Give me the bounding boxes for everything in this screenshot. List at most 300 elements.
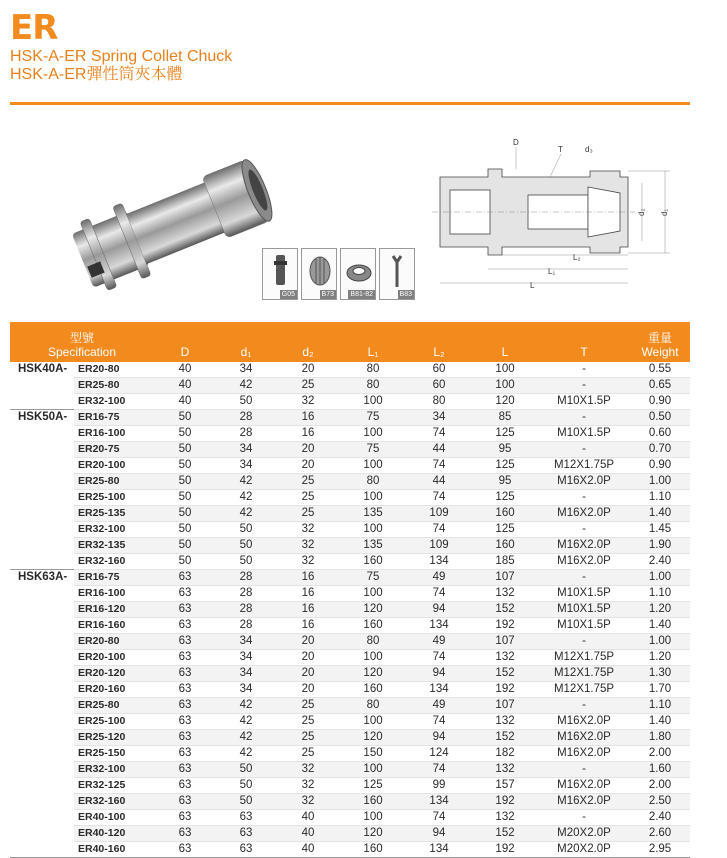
cell-w: 1.40 [630, 714, 690, 730]
row-group [10, 730, 74, 746]
row-group [10, 586, 74, 602]
cell-l1: 150 [340, 746, 406, 762]
cell-l1: 135 [340, 538, 406, 554]
cell-l2: 74 [406, 586, 472, 602]
cell-l1: 100 [340, 458, 406, 474]
cell-w: 1.10 [630, 586, 690, 602]
cell-l1: 75 [340, 410, 406, 426]
cell-l: 192 [472, 682, 538, 698]
cell-w: 1.80 [630, 730, 690, 746]
cell-l1: 120 [340, 826, 406, 842]
row-group [10, 602, 74, 618]
cell-l1: 160 [340, 682, 406, 698]
cell-d: 50 [154, 554, 216, 570]
cell-l2: 134 [406, 682, 472, 698]
row-model: ER16-100 [74, 586, 154, 602]
cell-t: - [538, 362, 630, 378]
cell-t: M16X2.0P [538, 538, 630, 554]
row-model: ER20-120 [74, 666, 154, 682]
cell-d1: 28 [216, 426, 276, 442]
cell-d2: 40 [276, 826, 340, 842]
cell-w: 1.00 [630, 570, 690, 586]
cell-d1: 28 [216, 570, 276, 586]
row-model: ER20-100 [74, 650, 154, 666]
cell-d2: 32 [276, 522, 340, 538]
cell-l1: 100 [340, 810, 406, 826]
cell-w: 1.60 [630, 762, 690, 778]
cell-d2: 40 [276, 842, 340, 858]
cell-l1: 100 [340, 394, 406, 410]
row-group [10, 826, 74, 842]
cell-l2: 109 [406, 538, 472, 554]
row-group [10, 618, 74, 634]
table-row [10, 410, 690, 426]
row-group [10, 666, 74, 682]
cell-d: 63 [154, 586, 216, 602]
row-group [10, 426, 74, 442]
cell-l: 157 [472, 778, 538, 794]
cell-l: 100 [472, 362, 538, 378]
cell-l2: 49 [406, 634, 472, 650]
cell-l: 152 [472, 826, 538, 842]
cell-d1: 34 [216, 666, 276, 682]
cell-d2: 32 [276, 538, 340, 554]
cell-d: 63 [154, 810, 216, 826]
cell-d: 50 [154, 410, 216, 426]
cell-d2: 16 [276, 586, 340, 602]
cell-t: M16X2.0P [538, 778, 630, 794]
table-row [10, 698, 690, 714]
table-row [10, 618, 690, 634]
cell-d2: 20 [276, 650, 340, 666]
row-group [10, 746, 74, 762]
cell-l2: 44 [406, 442, 472, 458]
row-group [10, 778, 74, 794]
header-L2: L₂ [406, 322, 472, 362]
cell-t: M10X1.5P [538, 394, 630, 410]
cell-d2: 25 [276, 506, 340, 522]
cell-d2: 40 [276, 810, 340, 826]
cell-l2: 74 [406, 810, 472, 826]
cell-t: - [538, 522, 630, 538]
cell-d: 63 [154, 650, 216, 666]
cell-d1: 42 [216, 730, 276, 746]
cell-d2: 25 [276, 746, 340, 762]
collet-icon [306, 253, 332, 291]
cell-l2: 99 [406, 778, 472, 794]
cell-w: 1.10 [630, 490, 690, 506]
row-group [10, 458, 74, 474]
cell-w: 2.40 [630, 810, 690, 826]
cell-d: 50 [154, 474, 216, 490]
cell-d: 63 [154, 762, 216, 778]
cell-l: 185 [472, 554, 538, 570]
cell-d2: 25 [276, 474, 340, 490]
specification-table [10, 322, 690, 858]
row-group: HSK50A- [10, 410, 74, 426]
cell-d: 50 [154, 442, 216, 458]
row-group [10, 554, 74, 570]
cell-d1: 42 [216, 490, 276, 506]
cell-w: 2.60 [630, 826, 690, 842]
table-row [10, 554, 690, 570]
cell-l1: 80 [340, 362, 406, 378]
cell-l2: 74 [406, 522, 472, 538]
cell-w: 2.00 [630, 778, 690, 794]
cell-l: 152 [472, 730, 538, 746]
cell-w: 1.10 [630, 698, 690, 714]
header-D: D [154, 322, 216, 362]
cell-d2: 20 [276, 666, 340, 682]
svg-text:D: D [513, 138, 519, 147]
cell-d1: 42 [216, 506, 276, 522]
cell-d2: 16 [276, 602, 340, 618]
row-group [10, 842, 74, 858]
cell-d2: 32 [276, 794, 340, 810]
cell-l2: 80 [406, 394, 472, 410]
cell-l2: 94 [406, 730, 472, 746]
cell-d1: 42 [216, 746, 276, 762]
cell-l1: 120 [340, 666, 406, 682]
cell-t: - [538, 810, 630, 826]
cell-d2: 16 [276, 426, 340, 442]
accessory-g05: G05 [262, 248, 298, 300]
cell-l1: 80 [340, 698, 406, 714]
cell-d1: 63 [216, 842, 276, 858]
cell-t: M12X1.75P [538, 650, 630, 666]
row-model: ER20-160 [74, 682, 154, 698]
row-group [10, 634, 74, 650]
table-row [10, 810, 690, 826]
row-model: ER20-75 [74, 442, 154, 458]
cell-t: - [538, 762, 630, 778]
cell-d2: 25 [276, 490, 340, 506]
cell-l: 107 [472, 634, 538, 650]
table-row [10, 794, 690, 810]
cell-d: 50 [154, 458, 216, 474]
cell-w: 1.20 [630, 650, 690, 666]
cell-d1: 50 [216, 554, 276, 570]
cell-d2: 20 [276, 634, 340, 650]
cell-w: 1.20 [630, 602, 690, 618]
row-group: HSK40A- [18, 363, 68, 376]
cell-w: 1.00 [630, 634, 690, 650]
cell-l: 100 [472, 378, 538, 394]
cell-l2: 60 [406, 378, 472, 394]
cell-l1: 75 [340, 570, 406, 586]
cell-d: 63 [154, 714, 216, 730]
header-specification: 型號 Specification [10, 322, 154, 362]
cell-l: 107 [472, 570, 538, 586]
collet-chuck-photo [55, 148, 285, 288]
cell-t: M16X2.0P [538, 474, 630, 490]
cell-d: 50 [154, 426, 216, 442]
cell-t: M20X2.0P [538, 826, 630, 842]
cell-t: M16X2.0P [538, 714, 630, 730]
header-divider [10, 102, 690, 105]
cell-d1: 42 [216, 714, 276, 730]
cell-w: 2.50 [630, 794, 690, 810]
cell-t: - [538, 634, 630, 650]
cell-d2: 25 [276, 714, 340, 730]
cell-l2: 74 [406, 426, 472, 442]
cell-l1: 100 [340, 522, 406, 538]
cell-l: 125 [472, 426, 538, 442]
cell-d: 63 [154, 618, 216, 634]
cell-l: 95 [472, 474, 538, 490]
row-model: ER16-75 [74, 410, 154, 426]
svg-text:T: T [558, 145, 563, 154]
row-group [10, 810, 74, 826]
cell-l1: 100 [340, 714, 406, 730]
table-row [10, 826, 690, 842]
cell-d1: 42 [216, 474, 276, 490]
cell-d1: 34 [216, 634, 276, 650]
cell-w: 2.95 [630, 842, 690, 858]
cell-d2: 32 [276, 554, 340, 570]
cell-l1: 160 [340, 554, 406, 570]
row-model: ER25-80 [74, 378, 154, 394]
cell-l2: 134 [406, 842, 472, 858]
cell-t: M12X1.75P [538, 682, 630, 698]
cell-d: 63 [154, 666, 216, 682]
svg-text:L₂: L₂ [573, 253, 581, 262]
row-model: ER25-80 [74, 474, 154, 490]
cell-d1: 63 [216, 810, 276, 826]
cell-l1: 160 [340, 842, 406, 858]
cell-d: 63 [154, 778, 216, 794]
header-weight: 重量 Weight [630, 322, 690, 362]
cell-d1: 28 [216, 410, 276, 426]
cell-d: 40 [154, 394, 216, 410]
row-model: ER32-160 [74, 794, 154, 810]
accessory-b73: B73 [301, 248, 337, 300]
cell-d2: 16 [276, 410, 340, 426]
cell-l: 125 [472, 522, 538, 538]
row-model: ER16-160 [74, 618, 154, 634]
cell-w: 1.45 [630, 522, 690, 538]
cell-w: 0.50 [630, 410, 690, 426]
cell-d: 63 [154, 634, 216, 650]
row-model: ER25-100 [74, 490, 154, 506]
cell-d: 50 [154, 538, 216, 554]
row-model: ER20-80 [74, 362, 154, 378]
cell-l: 132 [472, 810, 538, 826]
row-group [10, 714, 74, 730]
cell-t: - [538, 490, 630, 506]
cell-t: M16X2.0P [538, 554, 630, 570]
cell-d2: 16 [276, 570, 340, 586]
cell-l2: 49 [406, 570, 472, 586]
cell-d2: 20 [276, 362, 340, 378]
row-model: ER16-120 [74, 602, 154, 618]
row-model: ER40-160 [74, 842, 154, 858]
cell-d1: 50 [216, 522, 276, 538]
cell-d1: 63 [216, 826, 276, 842]
cell-w: 1.30 [630, 666, 690, 682]
cell-l: 95 [472, 442, 538, 458]
header-d2: d₂ [276, 322, 340, 362]
table-row [10, 586, 690, 602]
table-header-row [10, 322, 690, 362]
cell-t: - [538, 378, 630, 394]
cell-t: M12X1.75P [538, 458, 630, 474]
row-model: ER32-100 [74, 394, 154, 410]
svg-text:d₁: d₁ [660, 208, 669, 216]
cell-t: M12X1.75P [538, 666, 630, 682]
cell-t: M16X2.0P [538, 506, 630, 522]
cell-d2: 20 [276, 458, 340, 474]
cell-d: 63 [154, 682, 216, 698]
cell-l: 120 [472, 394, 538, 410]
cell-d1: 50 [216, 538, 276, 554]
cell-d: 63 [154, 602, 216, 618]
cell-l2: 74 [406, 762, 472, 778]
row-model: ER25-100 [74, 714, 154, 730]
row-model: ER32-100 [74, 762, 154, 778]
cell-d1: 42 [216, 698, 276, 714]
page-header [10, 8, 232, 84]
cell-t: - [538, 410, 630, 426]
cell-l: 132 [472, 650, 538, 666]
cell-l2: 134 [406, 794, 472, 810]
cell-l2: 60 [406, 362, 472, 378]
accessory-b83: B83 [379, 248, 415, 300]
cell-l2: 109 [406, 506, 472, 522]
row-model: ER32-125 [74, 778, 154, 794]
cell-l1: 80 [340, 634, 406, 650]
svg-text:L₁: L₁ [548, 267, 556, 276]
page-title: ER [10, 8, 58, 48]
header-L: L [472, 322, 538, 362]
cell-t: - [538, 442, 630, 458]
table-row [10, 490, 690, 506]
cell-w: 0.70 [630, 442, 690, 458]
table-row [10, 506, 690, 522]
cell-w: 0.55 [630, 362, 690, 378]
row-model: ER25-135 [74, 506, 154, 522]
cell-l1: 120 [340, 730, 406, 746]
svg-text:d₂: d₂ [637, 208, 646, 216]
cell-d1: 50 [216, 794, 276, 810]
table-row [10, 378, 690, 394]
cell-t: M16X2.0P [538, 730, 630, 746]
cell-d1: 28 [216, 586, 276, 602]
cell-w: 1.40 [630, 506, 690, 522]
table-row [10, 666, 690, 682]
cell-d: 63 [154, 826, 216, 842]
cell-d2: 25 [276, 730, 340, 746]
row-model: ER16-75 [74, 570, 154, 586]
cell-l: 107 [472, 698, 538, 714]
header-L1: L₁ [340, 322, 406, 362]
table-row [10, 442, 690, 458]
cell-d2: 20 [276, 682, 340, 698]
cell-t: M20X2.0P [538, 842, 630, 858]
cell-d: 40 [154, 362, 216, 378]
row-group [10, 506, 74, 522]
cell-l: 192 [472, 842, 538, 858]
cell-l2: 34 [406, 410, 472, 426]
cell-l2: 49 [406, 698, 472, 714]
cell-l2: 74 [406, 650, 472, 666]
cell-l1: 80 [340, 378, 406, 394]
cell-w: 1.90 [630, 538, 690, 554]
cell-d1: 34 [216, 362, 276, 378]
header-T: T [538, 322, 630, 362]
cell-l2: 94 [406, 666, 472, 682]
cell-l: 132 [472, 714, 538, 730]
cell-l2: 44 [406, 474, 472, 490]
row-model: ER40-100 [74, 810, 154, 826]
row-model: ER40-120 [74, 826, 154, 842]
cell-l1: 100 [340, 586, 406, 602]
row-model: ER20-80 [74, 634, 154, 650]
cell-d: 63 [154, 746, 216, 762]
cell-l1: 120 [340, 602, 406, 618]
cell-d1: 34 [216, 650, 276, 666]
cell-w: 0.90 [630, 394, 690, 410]
cell-t: M10X1.5P [538, 586, 630, 602]
row-model: ER16-100 [74, 426, 154, 442]
cell-t: - [538, 698, 630, 714]
cell-d1: 28 [216, 602, 276, 618]
cell-l: 192 [472, 618, 538, 634]
table-row [10, 474, 690, 490]
cell-l: 160 [472, 538, 538, 554]
cell-d: 63 [154, 730, 216, 746]
wrench-icon [384, 253, 410, 291]
cell-l1: 160 [340, 618, 406, 634]
table-row [10, 762, 690, 778]
cell-w: 1.40 [630, 618, 690, 634]
row-model: ER25-150 [74, 746, 154, 762]
cell-l: 85 [472, 410, 538, 426]
cell-d2: 16 [276, 618, 340, 634]
table-row [10, 394, 690, 410]
cell-l1: 160 [340, 794, 406, 810]
cell-t: M10X1.5P [538, 618, 630, 634]
cell-l1: 100 [340, 426, 406, 442]
cell-d: 50 [154, 506, 216, 522]
row-group [10, 698, 74, 714]
table-row [10, 602, 690, 618]
cell-d2: 32 [276, 762, 340, 778]
row-group [10, 442, 74, 458]
accessory-b81-82: B81-82 [340, 248, 376, 300]
cell-l: 182 [472, 746, 538, 762]
cell-t: - [538, 570, 630, 586]
row-group [10, 522, 74, 538]
subtitle-chinese: HSK-A-ER彈性筒夾本體 [10, 66, 183, 83]
table-row [10, 458, 690, 474]
row-group [10, 474, 74, 490]
cell-t: M16X2.0P [538, 794, 630, 810]
row-group: HSK63A- [10, 570, 74, 586]
cell-d2: 25 [276, 698, 340, 714]
table-row [10, 746, 690, 762]
cell-l2: 94 [406, 826, 472, 842]
cell-w: 2.00 [630, 746, 690, 762]
cell-d1: 50 [216, 394, 276, 410]
cell-l: 152 [472, 602, 538, 618]
row-group [10, 394, 74, 410]
cell-d1: 34 [216, 682, 276, 698]
cell-d1: 50 [216, 762, 276, 778]
cell-l2: 134 [406, 554, 472, 570]
cell-t: M10X1.5P [538, 426, 630, 442]
cell-d2: 32 [276, 394, 340, 410]
